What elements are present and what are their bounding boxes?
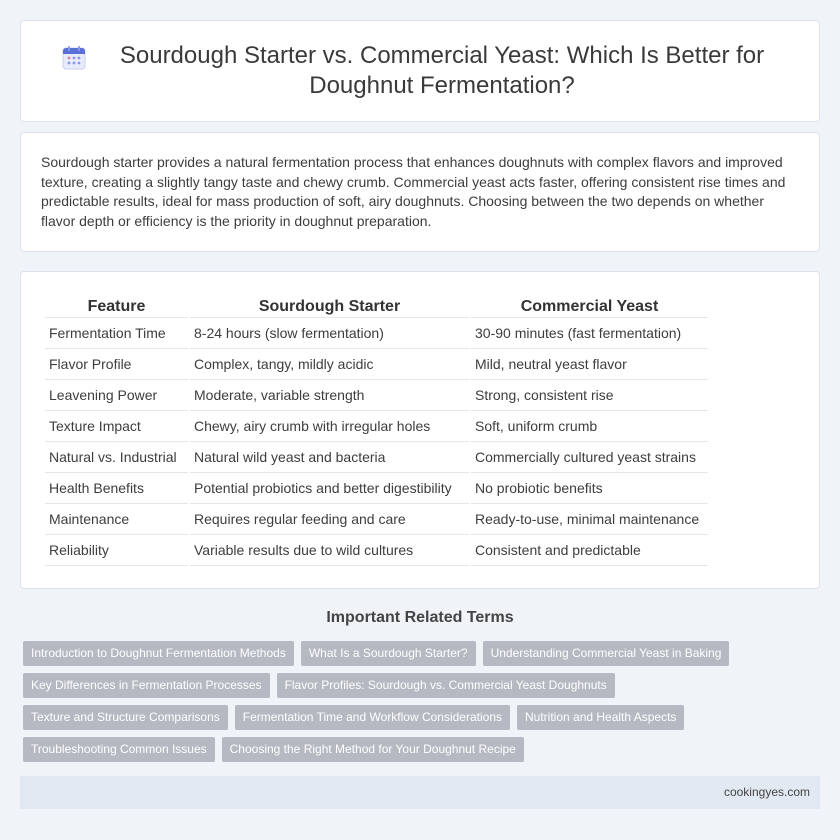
feature-cell: Flavor Profile	[45, 349, 188, 380]
feature-cell: Natural vs. Industrial	[45, 442, 188, 473]
table-row	[45, 504, 708, 535]
related-term-tag[interactable]: Understanding Commercial Yeast in Baking	[483, 641, 730, 666]
feature-cell: Maintenance	[45, 504, 188, 535]
comparison-table	[43, 294, 710, 566]
table-row	[45, 473, 708, 504]
sourdough-cell: Complex, tangy, mildly acidic	[190, 349, 469, 380]
calendar-icon	[61, 45, 87, 71]
commercial-cell: Soft, uniform crumb	[471, 411, 708, 442]
table-row	[45, 318, 708, 349]
commercial-cell: Commercially cultured yeast strains	[471, 442, 708, 473]
related-term-tag[interactable]: Nutrition and Health Aspects	[517, 705, 684, 730]
table-header-row	[45, 294, 708, 318]
feature-cell: Fermentation Time	[45, 318, 188, 349]
related-term-tag[interactable]: Troubleshooting Common Issues	[23, 737, 215, 762]
sourdough-cell: 8-24 hours (slow fermentation)	[190, 318, 469, 349]
related-term-tag[interactable]: Choosing the Right Method for Your Doughnut Recipe	[222, 737, 524, 762]
related-term-tag[interactable]: What Is a Sourdough Starter?	[301, 641, 476, 666]
page-title: Sourdough Starter vs. Commercial Yeast: Which Is Better for Doughnut Fermentation?	[119, 42, 765, 99]
summary-text: Sourdough starter provides a natural fermentation process that enhances doughnuts with complex flavors and improved texture, creating a slightly tangy taste and chewy crumb. Commercial yeast acts faster, offering consistent rise times and predictable results, ideal for mass production of soft, airy doughnuts. Choosing between the two depends on whether flavor depth or efficiency is the priority in doughnut preparation.	[41, 154, 786, 229]
header	[61, 41, 779, 101]
sourdough-cell: Potential probiotics and better digestibility	[190, 473, 469, 504]
footer-site: cookingyes.com	[723, 785, 810, 799]
related-terms-list	[23, 641, 823, 769]
feature-cell: Leavening Power	[45, 380, 188, 411]
related-term-tag[interactable]: Flavor Profiles: Sourdough vs. Commercial Yeast Doughnuts	[277, 673, 615, 698]
header-card	[20, 20, 820, 122]
table-row	[45, 442, 708, 473]
table-row	[45, 535, 708, 566]
sourdough-cell: Variable results due to wild cultures	[190, 535, 469, 566]
related-term-tag[interactable]: Fermentation Time and Workflow Considerations	[235, 705, 510, 730]
related-terms-title: Important Related Terms	[326, 609, 514, 626]
column-header-feature: Feature	[45, 294, 188, 318]
column-header-commercial: Commercial Yeast	[471, 294, 708, 318]
related-term-tag[interactable]: Introduction to Doughnut Fermentation Methods	[23, 641, 294, 666]
commercial-cell: 30-90 minutes (fast fermentation)	[471, 318, 708, 349]
related-term-tag[interactable]: Texture and Structure Comparisons	[23, 705, 228, 730]
sourdough-cell: Natural wild yeast and bacteria	[190, 442, 469, 473]
feature-cell: Reliability	[45, 535, 188, 566]
feature-cell: Health Benefits	[45, 473, 188, 504]
feature-cell: Texture Impact	[45, 411, 188, 442]
sourdough-cell: Chewy, airy crumb with irregular holes	[190, 411, 469, 442]
column-header-sourdough: Sourdough Starter	[190, 294, 469, 318]
sourdough-cell: Moderate, variable strength	[190, 380, 469, 411]
commercial-cell: Mild, neutral yeast flavor	[471, 349, 708, 380]
sourdough-cell: Requires regular feeding and care	[190, 504, 469, 535]
commercial-cell: Consistent and predictable	[471, 535, 708, 566]
footer	[20, 776, 820, 809]
commercial-cell: Strong, consistent rise	[471, 380, 708, 411]
summary-card	[20, 132, 820, 252]
comparison-card	[20, 271, 820, 589]
table-row	[45, 349, 708, 380]
commercial-cell: No probiotic benefits	[471, 473, 708, 504]
table-row	[45, 411, 708, 442]
table-row	[45, 380, 708, 411]
related-term-tag[interactable]: Key Differences in Fermentation Processes	[23, 673, 270, 698]
commercial-cell: Ready-to-use, minimal maintenance	[471, 504, 708, 535]
